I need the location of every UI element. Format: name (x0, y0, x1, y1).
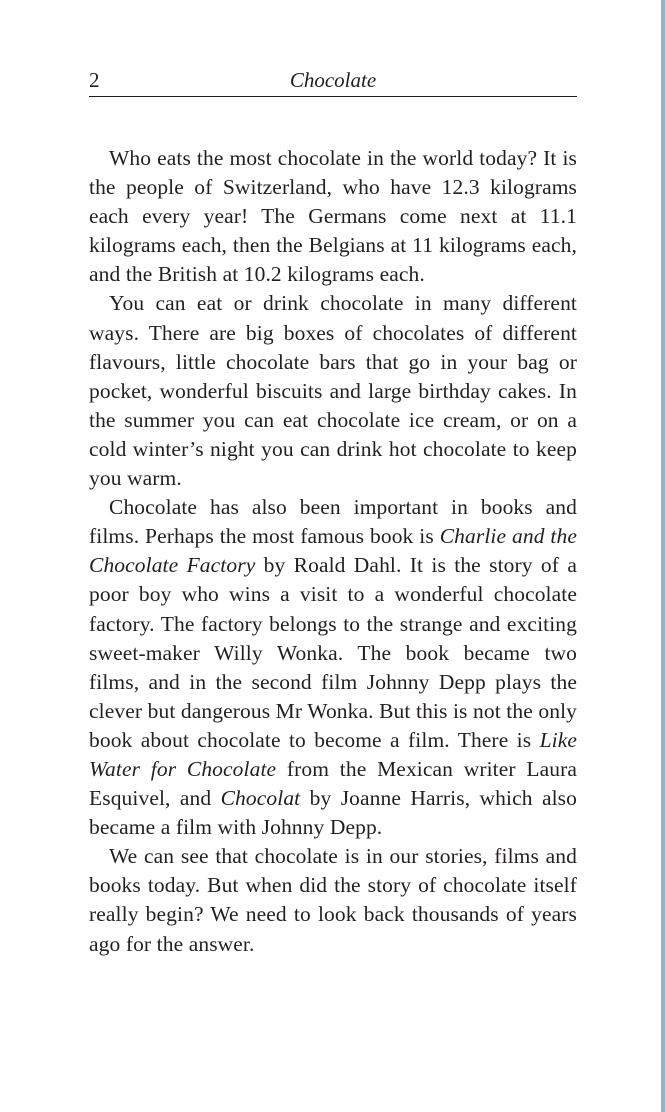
paragraph-3-text: from the Mexican writer Laura Esquivel, and (89, 756, 577, 811)
paragraph-2: You can eat or drink chocolate in many different ways. There are big boxes of chocolates of different flavours, little chocolate bars that go in your bag or pocket, wonderful biscuits and large birthday cakes. In the summer you can eat chocolate ice cream, or on a cold winter’s night you can drink hot chocolate to keep you warm. (89, 291, 577, 491)
body-text (89, 144, 577, 959)
book-title-charlie: Charlie and the Chocolate Factory (89, 524, 577, 578)
running-header (89, 66, 577, 97)
paragraph-4: We can see that chocolate is in our stories, films and books today. But when did the story of chocolate itself really begin? We need to look back thousands of years ago for the answer. (89, 844, 577, 956)
paragraph-3-text: by Roald Dahl. It is the story of a poor boy who wins a visit to a wonderful chocolate factory. The factory belongs to the strange and exciting sweet-maker Willy Wonka. The book became two films, and in the second film Johnny Depp plays the clever but dangerous Mr Wonka. But this is not the only book about chocolate to become a film. There is (89, 553, 577, 752)
book-title-chocolat: Chocolat (220, 786, 301, 811)
paragraph-1: Who eats the most chocolate in the world today? It is the people of Switzerland, who have 12.3 kilograms each every year! The Germans come next at 11.1 kilograms each, then the Belgians at 11 kilograms each, and the British at 10.2 kilograms each. (89, 146, 577, 287)
paragraph-3-text: by Joanne Harris, which also became a film with Johnny Depp. (89, 786, 577, 840)
paragraph-3-text: Chocolate has also been important in books and films. Perhaps the most famous book is (89, 495, 577, 549)
page-number: 2 (89, 68, 100, 92)
paragraph-3 (89, 493, 577, 842)
running-title: Chocolate (289, 68, 377, 92)
page-edge (661, 0, 665, 1112)
book-title-like-water: Like Water for Chocolate (89, 727, 577, 781)
